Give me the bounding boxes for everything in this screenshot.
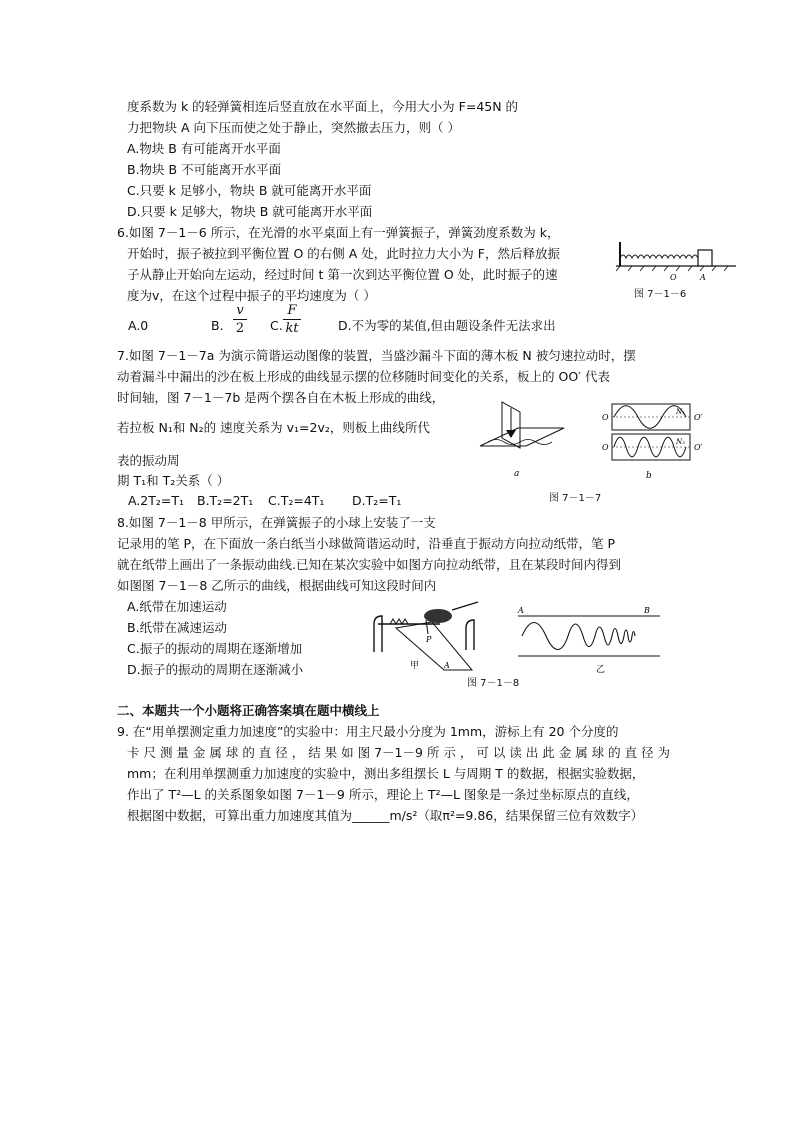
spring-coil [620,255,698,258]
fig-7-1-8-caption: 图 7－1－8 [467,678,520,689]
q6-option-b-label: B. [211,318,224,333]
right-support [466,620,474,650]
q7-line-5: 表的振动周 [117,453,180,468]
label-jia: 甲 [410,661,420,671]
q8-option-b: B.纸带在减速运动 [127,620,228,635]
label-a: a [514,469,520,479]
q7-option-c: C.T₂=4T₁ [268,493,325,508]
q6-option-c-label: C. [270,318,283,333]
sand-funnel [506,430,516,438]
q9-line-1: 9. 在“用单摆测定重力加速度”的实验中：用主尺最小分度为 1mm，游标上有 20 个分度的 [117,724,619,739]
q5-line-2: 力把物块 A 向下压而使之处于静止，突然撤去压力，则（ ） [127,120,460,135]
label-n2: N₂ [676,438,685,446]
q7-line-2: 动着漏斗中漏出的沙在板上形成的曲线显示摆的位移随时间变化的关系，板上的 OO′ 代表 [117,369,610,384]
label-b: b [646,471,652,481]
label-o: O [670,273,677,282]
q8-line-4: 如图图 7－1－8 乙所示的曲线，根据曲线可知这段时间内 [117,578,437,593]
section-2-heading: 二、本题共一个小题将正确答案填在题中横线上 [117,703,380,718]
label-yi: 乙 [596,665,606,674]
q7-option-a: A.2T₂=T₁ [128,493,185,508]
q5-option-b: B.物块 B 不可能离开水平面 [127,162,282,177]
q5-option-d: D.只要 k 足够大，物块 B 就可能离开水平面 [127,204,373,219]
fraction-denominator: 2 [235,321,245,336]
q7-line-1: 7.如图 7－1－7a 为演示简谐运动图像的装置，当盛沙漏斗下面的薄木板 N 被匀速拉动时，摆 [117,348,636,363]
label-o-prime-top: O′ [694,413,703,422]
q9-line-2: 卡 尺 测 量 金 属 球 的 直 径 ， 结 果 如 图 7－1－9 所 示 ， 可 以 读 出 此 金 属 球 的 直 径 为 [127,745,671,760]
fraction-numerator: v [236,303,244,318]
spring-oscillator-figure [612,238,740,290]
spring-pen-apparatus-figure [368,598,490,672]
q8-option-a: A.纸带在加速运动 [127,599,227,614]
fraction-denominator: kt [285,321,299,336]
q7-line-3: 时间轴，图 7－1－7b 是两个摆各自在木板上形成的曲线， [117,390,445,405]
label-n1: N₁ [676,408,685,416]
q7-option-b: B.T₂=2T₁ [197,493,254,508]
label-o-prime-bottom: O′ [694,443,703,452]
sand-pendulum-figure-a [478,394,566,480]
q6-option-d: D.不为零的某值,但由题设条件无法求出 [338,318,556,333]
q6-line-2: 开始时，振子被拉到平衡位置 O 的右侧 A 处，此时拉力大小为 F，然后释放振 [127,246,560,261]
q8-option-d: D.振子的振动的周期在逐渐减小 [127,662,304,677]
q9-line-5: 根据图中数据，可算出重力加速度其值为______m/s²（取π²=9.86，结果保留三位有效数字） [127,808,644,823]
q5-line-1: 度系数为 k 的轻弹簧相连后竖直放在水平面上，今用大小为 F=45N 的 [127,99,519,114]
label-a: A [444,661,450,670]
q9-line-3: mm；在利用单摆测重力加速度的实验中，测出多组摆长 L 与周期 T 的数据，根据实验数据， [127,766,645,781]
wooden-board [480,428,564,446]
pen-p [426,620,428,634]
label-p: P [426,635,432,644]
vibration-curve-figure [512,604,662,674]
q6-option-b-fraction [233,303,247,336]
q6-option-c-fraction [283,303,301,336]
q6-line-3: 子从静止开始向左运动，经过时间 t 第一次到达平衡位置 O 处，此时振子的速 [127,267,558,282]
q5-option-a: A.物块 B 有可能离开水平面 [127,141,281,156]
label-a: A [518,606,524,615]
label-o-top: O [602,413,609,422]
label-a: A [700,273,706,282]
oscillator-block [698,250,712,266]
fig-7-1-7-caption: 图 7－1－7 [549,493,602,504]
q8-line-3: 就在纸带上画出了一条振动曲线.已知在某次实验中如图方向拉动纸带，且在某段时间内得到 [117,557,621,572]
q6-line-4: 度为v，在这个过程中振子的平均速度为（ ） [127,288,376,303]
q7-line-4: 若拉板 N₁和 N₂的 速度关系为 v₁=2v₂，则板上曲线所代 [117,420,430,435]
q6-line-1: 6.如图 7－1－6 所示，在光滑的水平桌面上有一弹簧振子，弹簧劲度系数为 k， [117,225,560,240]
q5-option-c: C.只要 k 足够小，物块 B 就可能离开水平面 [127,183,372,198]
vibration-curve [522,623,635,650]
q8-line-1: 8.如图 7－1－8 甲所示，在弹簧振子的小球上安装了一支 [117,515,436,530]
q7-option-d: D.T₂=T₁ [352,493,402,508]
fraction-numerator: F [287,303,297,318]
label-o-bottom: O [602,443,609,452]
q8-line-2: 记录用的笔 P，在下面放一条白纸当小球做简谐运动时，沿垂直于振动方向拉动纸带，笔 P [117,536,616,551]
spring [390,619,408,624]
fig-7-1-6-caption: 图 7－1－6 [634,289,687,300]
q6-option-a: A.0 [128,318,149,333]
left-support [374,616,382,652]
label-b: B [644,606,650,615]
q8-option-c: C.振子的振动的周期在逐渐增加 [127,641,303,656]
q9-line-4: 作出了 T²—L 的关系图象如图 7－1－9 所示，理论上 T²—L 图象是一条过坐标原点的直线， [127,787,639,802]
paper-strip [396,622,472,670]
vibrating-ball [424,609,452,623]
q7-line-6: 期 T₁和 T₂关系（ ） [117,473,230,488]
board-curves-figure-b [600,402,720,482]
